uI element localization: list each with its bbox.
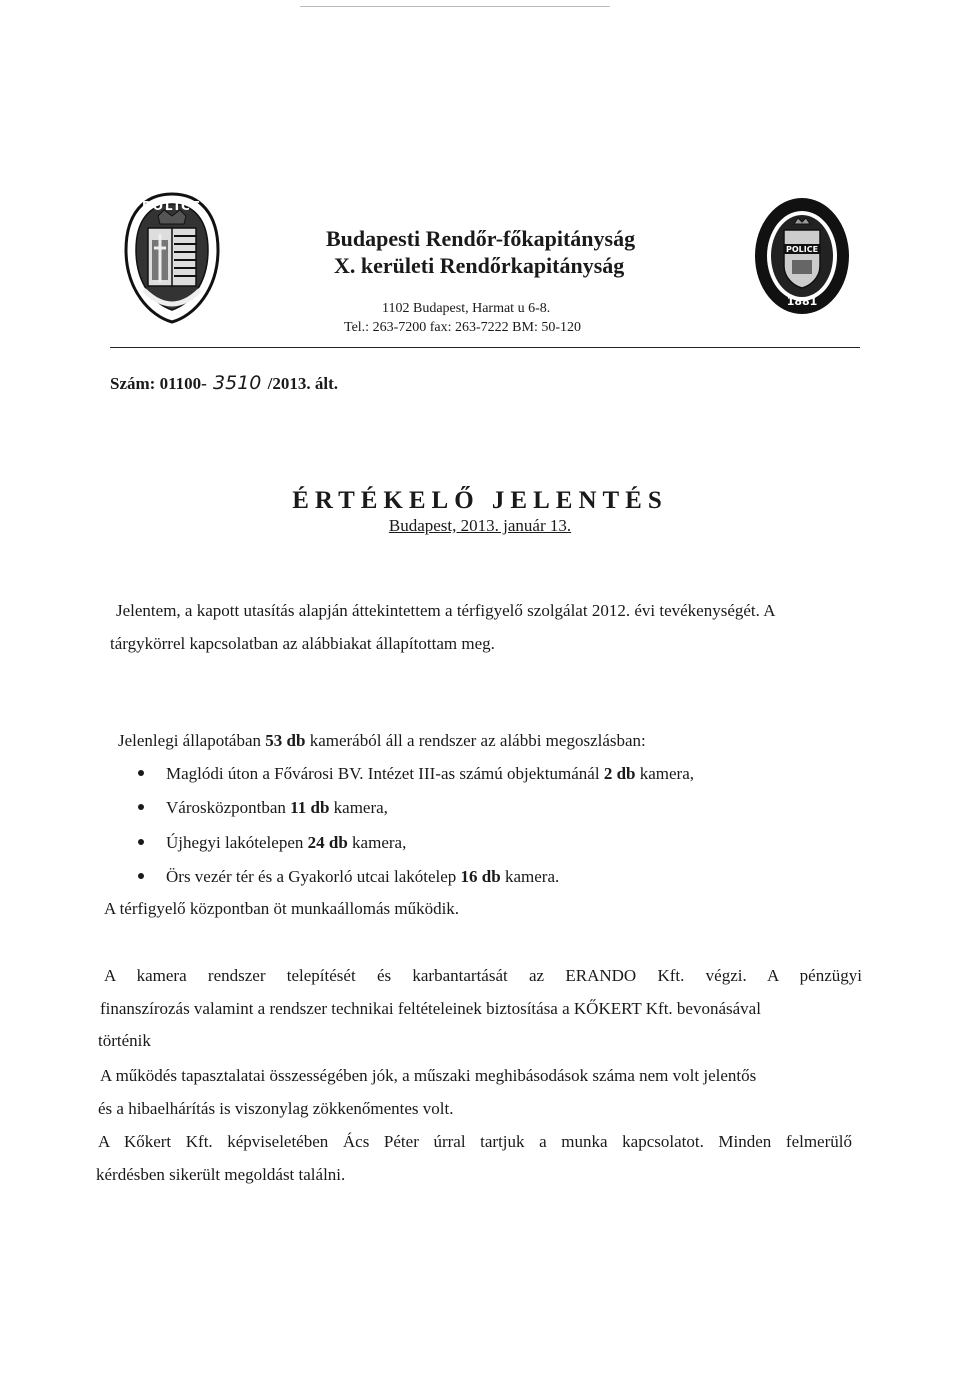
intro-line-1: Jelentem, a kapott utasítás alapján áttekintettem a térfigyelő szolgálat 2012. évi tevékenységét. A	[116, 601, 776, 620]
reference-number	[110, 372, 338, 394]
list-item-text: Újhegyi lakótelepen	[166, 833, 308, 852]
list-item-text: Városközpontban	[166, 798, 291, 817]
paragraph-3-line-2: kérdésben sikerült megoldást találni.	[96, 1165, 346, 1184]
list-item-count: 2 db	[603, 764, 636, 783]
list-item-text: Örs vezér tér és a Gyakorló utcai lakótelep	[166, 867, 461, 886]
list-item	[138, 764, 694, 784]
system-lead	[118, 731, 646, 751]
list-item	[138, 833, 406, 853]
bullet-icon	[138, 873, 144, 879]
scan-top-line	[300, 6, 610, 7]
list-item	[138, 798, 388, 818]
header-divider	[110, 347, 860, 348]
address-line-1: 1102 Budapest, Harmat u 6-8.	[382, 301, 551, 316]
list-item-count: 16 db	[460, 867, 501, 886]
system-lead-text: Jelenlegi állapotában	[118, 731, 266, 750]
police-badge-left-icon	[122, 190, 222, 325]
paragraph-2-line-1: A működés tapasztalatai összességében jók, a műszaki meghibásodások száma nem volt jelentős	[100, 1066, 757, 1085]
paragraph-2-line-2: és a hibaelhárítás is viszonylag zökkenőmentes volt.	[98, 1099, 454, 1118]
bullet-icon	[138, 770, 144, 776]
list-item-text-end: kamera,	[329, 798, 388, 817]
paragraph-3-line-1: A Kőkert Kft. képviseletében Ács Péter úrral tartjuk a munka kapcsolatot. Minden felmerülő	[98, 1132, 852, 1151]
paragraph-1-line-1: A kamera rendszer telepítését és karbantartását az ERANDO Kft. végzi. A pénzügyi	[104, 966, 862, 985]
bullet-icon	[138, 839, 144, 845]
list-item-text: Maglódi úton a Fővárosi BV. Intézet III-as számú objektumánál	[166, 764, 604, 783]
reference-label: Szám: 01100-	[110, 374, 207, 393]
paragraph-1-line-2: finanszírozás valamint a rendszer technikai feltételeinek biztosítása a KŐKERT Kft. bevonásával	[100, 999, 761, 1018]
workstations-line: A térfigyelő központban öt munkaállomás működik.	[104, 899, 460, 918]
paragraph-1-line-3: történik	[98, 1031, 151, 1050]
emblem-year: 1881	[786, 295, 818, 308]
organization-name: Budapesti Rendőr-főkapitányság	[326, 226, 636, 251]
police-emblem-right-icon	[752, 194, 852, 324]
document-date: Budapest, 2013. január 13.	[388, 516, 572, 535]
list-item-text-end: kamera,	[635, 764, 695, 783]
intro-line-2: tárgykörrel kapcsolatban az alábbiakat állapítottam meg.	[110, 634, 495, 653]
list-item-text-end: kamera.	[500, 867, 560, 886]
organization-subunit: X. kerületi Rendőrkapitányság	[334, 253, 625, 278]
list-item-text-end: kamera,	[347, 833, 407, 852]
system-lead-text-end: kamerából áll a rendszer az alábbi megoszlásban:	[305, 731, 646, 750]
reference-suffix: /2013. ált.	[267, 374, 339, 393]
address-line-2: Tel.: 263-7200 fax: 263-7222 BM: 50-120	[344, 320, 581, 335]
document-title: ÉRTÉKELŐ JELENTÉS	[292, 487, 668, 514]
bullet-icon	[138, 804, 144, 810]
list-item-count: 11 db	[290, 798, 330, 817]
system-total-count: 53 db	[265, 731, 306, 750]
emblem-police-lettering: POLICE	[785, 245, 819, 254]
reference-handwritten-number: 3510	[213, 372, 262, 394]
list-item	[138, 867, 559, 887]
badge-left-lettering: POLICE	[141, 199, 203, 213]
list-item-count: 24 db	[307, 833, 348, 852]
